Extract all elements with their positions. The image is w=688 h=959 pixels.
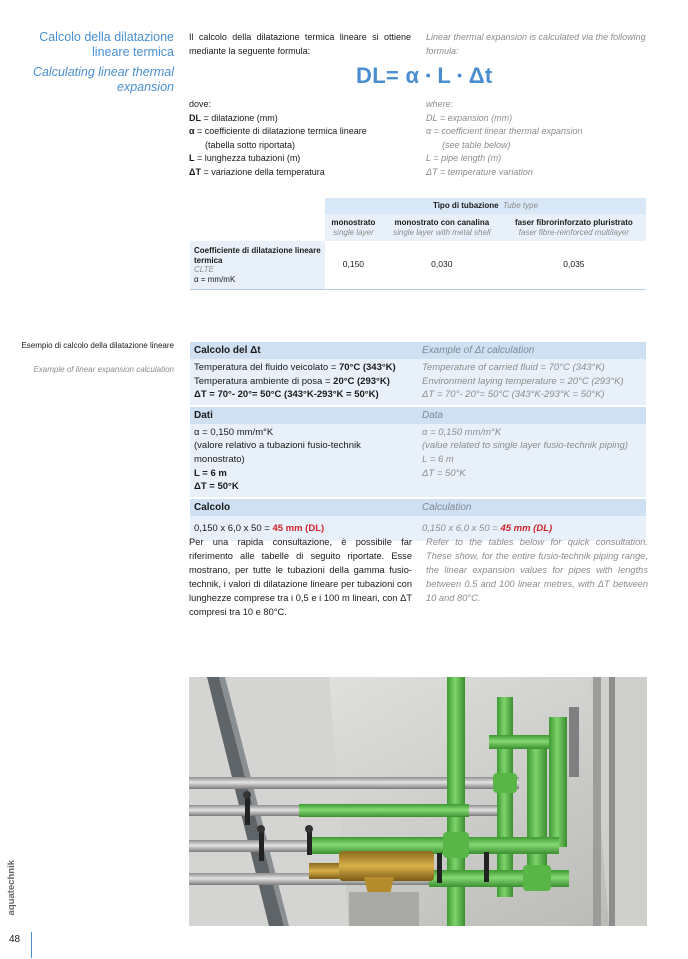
definition-item: (see table below) xyxy=(442,139,511,150)
intro-text-it: Il calcolo della dilatazione termica lineare si ottiene mediante la seguente formula: xyxy=(189,32,411,56)
section-body: Temperature of carried fluid = 70°C (343°K) Environment laying temperature = 20°C (293°K) ΔT = 70°- 20°= 50°C (343°K-293°K = 50°K) xyxy=(418,359,646,405)
section-header: Calcolo xyxy=(190,499,418,516)
section-title-it: Calcolo della dilatazione lineare termica xyxy=(39,30,174,59)
section-header: Calculation xyxy=(418,499,646,516)
definition-item: α = coefficiente di dilatazione termica lineare xyxy=(189,126,367,137)
definition-item: ΔT = temperature variation xyxy=(426,166,533,177)
formula-dot: • xyxy=(425,67,431,83)
formula-delta-t: Δt xyxy=(468,63,493,88)
column-header: monostrato single layer xyxy=(325,214,382,241)
column-header: faser fibrorinforzato pluristrato faser fibre-reinforced multilayer xyxy=(502,214,646,241)
definition-item: L = pipe length (m) xyxy=(426,153,502,164)
example-table xyxy=(190,342,646,541)
section-body: Temperatura del fluido veicolato = 70°C (343°K) Temperatura ambiente di posa = 20°C (293°K) ΔT = 70°- 20°= 50°C (343°K-293°K = 50°K) xyxy=(190,359,418,405)
page-number: 48 xyxy=(9,934,21,945)
section-body: 0,150 x 6,0 x 50 = 45 mm (DL) xyxy=(418,516,646,542)
expansion-formula xyxy=(356,63,493,89)
intro-text-en: Linear thermal expansion is calculated via the following formula: xyxy=(426,32,646,56)
example-label-it: Esempio di calcolo della dilatazione lineare xyxy=(21,341,174,350)
section-header: Example of Δt calculation xyxy=(418,342,646,359)
column-header: monostrato con canalina single layer with metal shell xyxy=(382,214,502,241)
definition-item: ΔT = variazione della temperatura xyxy=(189,166,325,177)
formula-dot: • xyxy=(457,67,463,83)
section-body: α = 0,150 mm/m°K (value related to single layer fusio-technik piping) L = 6 m ΔT = 50°K xyxy=(418,424,646,497)
brand-logo: aquatechnik xyxy=(6,860,17,916)
section-header: Dati xyxy=(190,407,418,424)
formula-lhs: DL= xyxy=(356,63,400,88)
section-body: 0,150 x 6,0 x 50 = 45 mm (DL) xyxy=(190,516,418,542)
formula-length: L xyxy=(437,63,451,88)
coefficient-value: 0,030 xyxy=(431,259,453,270)
coefficient-value: 0,150 xyxy=(342,259,365,270)
definitions-en xyxy=(426,98,648,180)
section-header: Calcolo del Δt xyxy=(190,342,418,359)
definition-item: L = lunghezza tubazioni (m) xyxy=(189,153,301,164)
section-title-en: Calculating linear thermal expansion xyxy=(32,65,174,94)
page-divider xyxy=(31,932,32,958)
definitions-it xyxy=(189,98,419,180)
formula-alpha: α xyxy=(405,63,420,88)
definition-item: (tabella sotto riportata) xyxy=(205,139,296,150)
coefficient-table xyxy=(190,198,646,290)
tube-type-header: Tipo di tubazione Tube type xyxy=(325,198,646,214)
definition-item: DL = dilatazione (mm) xyxy=(189,112,278,123)
definitions-heading: dove: xyxy=(189,99,212,109)
consultation-paragraph-en: Refer to the tables below for quick consultation. These show, for the entire fusio-technik piping range, the linear expansion values for pipes with lengths between 0.5 and 100 linear metres, with ΔT between 10 and 80°C. xyxy=(426,537,648,603)
definition-item: α = coefficient linear thermal expansion xyxy=(426,126,583,137)
section-body: α = 0,150 mm/m°K (valore relativo a tubazioni fusio-technik monostrato) L = 6 m ΔT = 50°K xyxy=(190,424,418,497)
coefficient-value: 0,035 xyxy=(563,259,585,270)
result-value: 45 mm (DL) xyxy=(500,522,553,534)
piping-photo xyxy=(189,677,647,926)
definition-item: DL = expansion (mm) xyxy=(426,112,513,123)
consultation-paragraph-it: Per una rapida consultazione, è possibile far riferimento alle tabelle di seguito riportate. Esse mostrano, per tutte le tubazioni della gamma fusio-technik, i valori di dilatazione lineare per tubazioni con lunghezze comprese tra i 0,5 e i 100 m lineari, con ΔT compresi tra 10 e 80°C. xyxy=(189,537,412,617)
example-label-en: Example of linear expansion calculation xyxy=(33,365,174,374)
section-header: Data xyxy=(418,407,646,424)
row-label: Coefficiente di dilatazione lineare termica CLTE α = mm/mK xyxy=(190,241,325,290)
result-value: 45 mm (DL) xyxy=(272,522,325,534)
definitions-heading: where: xyxy=(426,99,454,109)
